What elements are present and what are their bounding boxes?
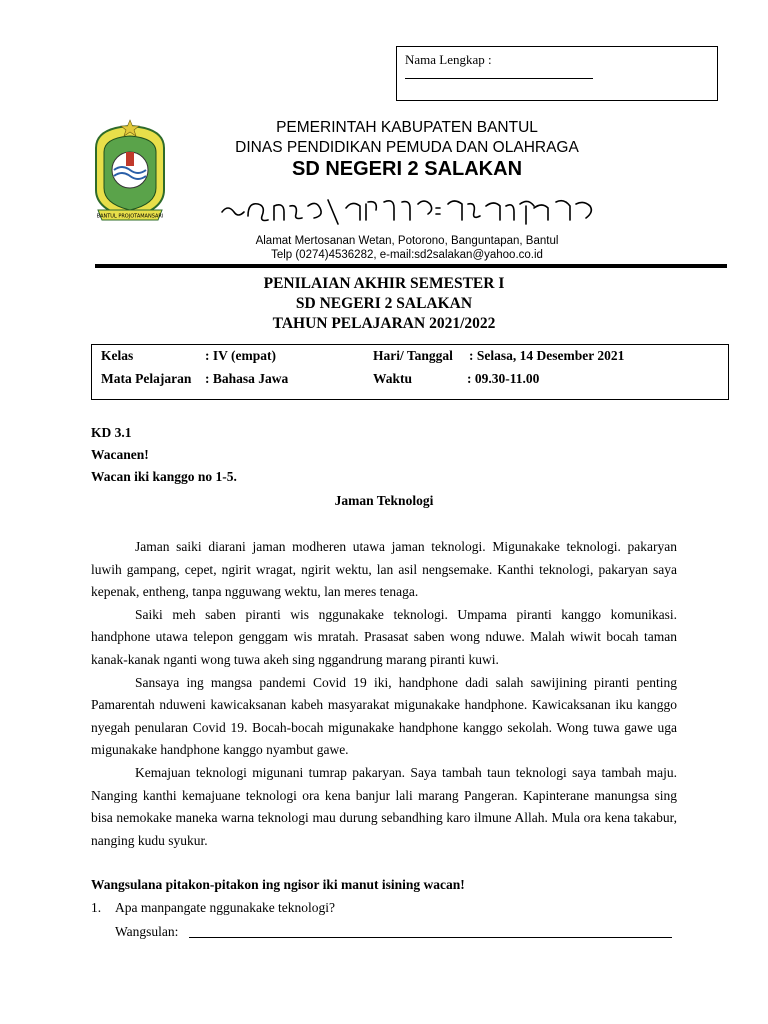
- answer-line[interactable]: [189, 937, 672, 938]
- school-address: [140, 234, 674, 262]
- hari-value: : Selasa, 14 Desember 2021: [469, 348, 625, 363]
- question-1-text: Apa manpangate nggunakake teknologi?: [115, 900, 336, 915]
- school-name: SD NEGERI 2 SALAKAN: [291, 158, 523, 180]
- instruction-2: Wacan iki kanggo no 1-5.: [91, 469, 237, 484]
- paragraph-3: Sansaya ing mangsa pandemi Covid 19 iki, handphone dadi salah sawijining piranti penting Pamarentah nduweni kawicaksanan kabeh masyarakat migunakake handphone. Kawicaksanan iku kanggo nyegah penularan Covid 19. Bocah-bocah migunakake handphone kanggo sekolah. Wong tuwa gawe uga migunakake handphone kanggo nyambut gawe.: [91, 674, 677, 758]
- mapel-value: : Bahasa Jawa: [205, 371, 289, 386]
- logo-text: BANTUL PROJOTAMANSARI: [96, 213, 164, 220]
- passage-body: [91, 536, 677, 852]
- contact-line: Telp (0274)4536282, e-mail:sd2salakan@yahoo.co.id: [271, 249, 543, 261]
- name-answer-line[interactable]: [405, 78, 593, 79]
- paragraph-4: Kemajuan teknologi migunani tumrap pakaryan. Saya tambah taun teknologi saya tambah maju. Nanging kanthi kemajuane teknologi ora kena banjur lali marang Pangeran. Kapinterane manungsa sing bisa nemokake maneka warna teknologi mau durung sebandhing karo ilmune Allah. Mula ora kena takabur, nanging kudu syukur.: [91, 764, 677, 848]
- kd-label: KD 3.1: [91, 425, 132, 440]
- header-divider: [95, 264, 727, 268]
- questions-instruction: Wangsulana pitakon-pitakon ing ngisor iki manut isining wacan!: [91, 877, 465, 892]
- name-label: Nama Lengkap :: [405, 52, 492, 67]
- header-line-2: DINAS PENDIDIKAN PEMUDA DAN OLAHRAGA: [235, 139, 579, 156]
- exam-title-line-1: PENILAIAN AKHIR SEMESTER I: [263, 275, 505, 292]
- mapel-label: Mata Pelajaran: [101, 371, 192, 386]
- address-line: Alamat Mertosanan Wetan, Potorono, Banguntapan, Bantul: [255, 235, 559, 247]
- exam-info-box: [91, 344, 729, 400]
- question-1-number: 1.: [91, 900, 102, 915]
- exam-title-line-3: TAHUN PELAJARAN 2021/2022: [272, 315, 496, 332]
- paragraph-1: Jaman saiki diarani jaman modheren utawa jaman teknologi. Migunakake teknologi. pakaryan luwih gampang, cepet, ngirit wragat, ngirit wektu, lan asil nengsemake. Kanthi teknologi, pakaryan saya kepenak, entheng, tanpa ngguwang wektu, lan meres tenaga.: [91, 539, 677, 600]
- header-line-1: PEMERINTAH KABUPATEN BANTUL: [276, 119, 538, 136]
- name-box: [396, 46, 718, 101]
- instruction-1: Wacanen!: [91, 447, 149, 462]
- waktu-label: Waktu: [373, 371, 413, 386]
- javanese-script-icon: [218, 194, 598, 230]
- exam-title-line-2: SD NEGERI 2 SALAKAN: [295, 295, 473, 312]
- hari-label: Hari/ Tanggal: [373, 348, 453, 363]
- kelas-label: Kelas: [101, 348, 134, 363]
- answer-label: Wangsulan:: [115, 924, 179, 939]
- kelas-value: : IV (empat): [205, 348, 276, 363]
- passage-title: Jaman Teknologi: [334, 493, 434, 508]
- javanese-script-image: [218, 194, 598, 230]
- waktu-value: : 09.30-11.00: [467, 371, 540, 386]
- paragraph-2: Saiki meh saben piranti wis nggunakake teknologi. Umpama piranti kanggo komunikasi. handphone utawa telepon genggam wis mratah. Prasasat saben wong nduwe. Malah wiwit bocah taman kanak-kanak nganti wong tuwa akeh sing nggandrung marang piranti kuwi.: [91, 606, 677, 667]
